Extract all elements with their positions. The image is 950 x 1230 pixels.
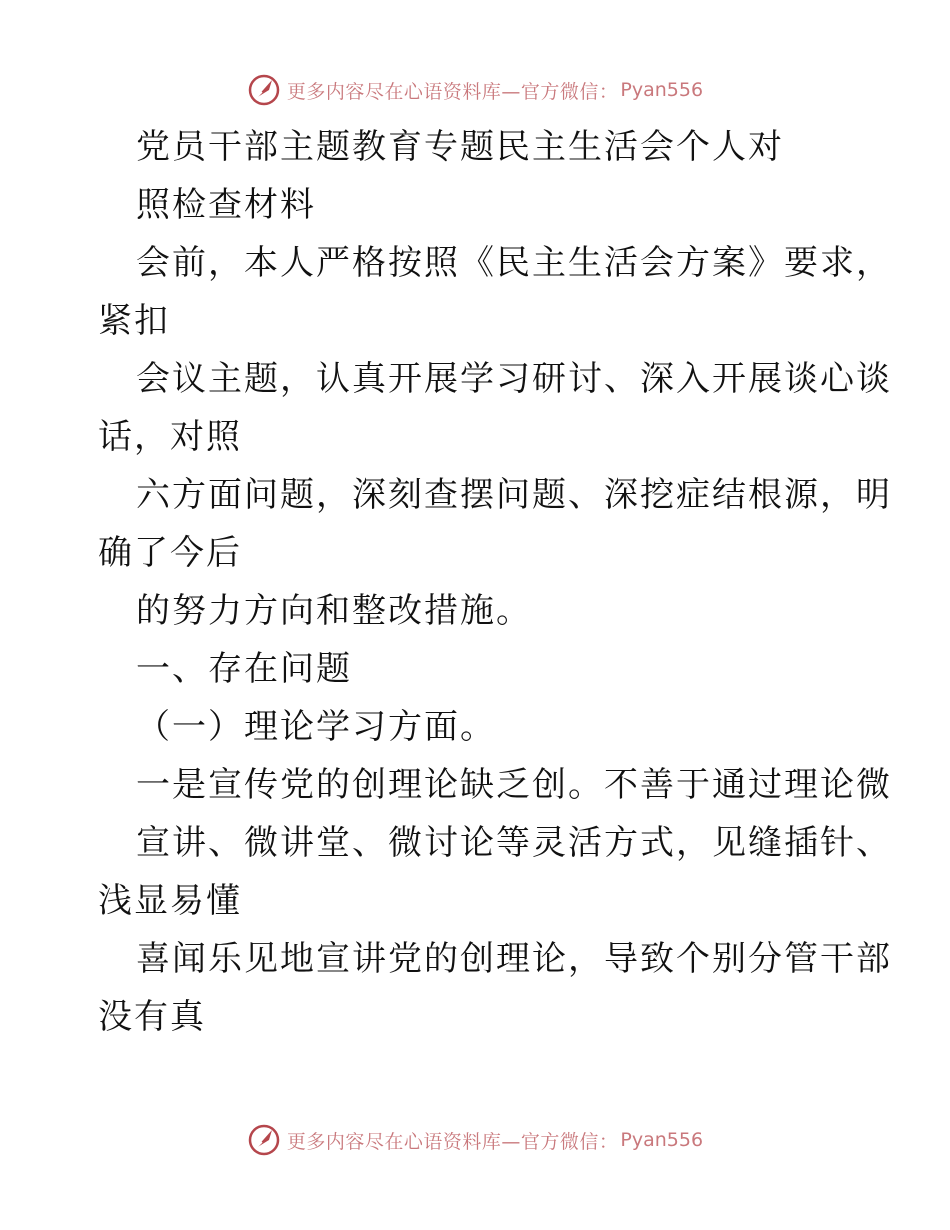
text-line: 浅显易懂 bbox=[98, 881, 242, 921]
text-line: 党员干部主题教育专题民主生活会个人对 bbox=[136, 127, 784, 167]
quill-circle-logo-icon bbox=[247, 73, 281, 107]
text-line: 一是宣传党的创理论缺乏创。不善于通过理论微 bbox=[136, 765, 892, 805]
text-line: 会前，本人严格按照《民主生活会方案》要求， bbox=[136, 243, 892, 283]
watermark-header bbox=[0, 70, 950, 110]
text-line: 紧扣 bbox=[98, 301, 170, 341]
text-line: 没有真 bbox=[98, 997, 206, 1037]
text-line: （一）理论学习方面。 bbox=[136, 707, 496, 747]
text-line: 照检查材料 bbox=[136, 185, 316, 225]
watermark-text: 更多内容尽在心语资料库—官方微信： bbox=[286, 1130, 619, 1153]
watermark-footer bbox=[0, 1120, 950, 1160]
watermark-text: 更多内容尽在心语资料库—官方微信： bbox=[286, 80, 619, 103]
text-line: 宣讲、微讲堂、微讨论等灵活方式，见缝插针、 bbox=[136, 823, 892, 863]
watermark-account: Pyan556 bbox=[620, 1129, 704, 1151]
watermark-account: Pyan556 bbox=[620, 79, 704, 101]
text-line: 的努力方向和整改措施。 bbox=[136, 591, 532, 631]
text-line: 六方面问题，深刻查摆问题、深挖症结根源，明 bbox=[136, 475, 892, 515]
text-line: 一、存在问题 bbox=[136, 649, 352, 689]
text-line: 会议主题，认真开展学习研讨、深入开展谈心谈 bbox=[136, 359, 892, 399]
quill-circle-logo-icon bbox=[247, 1123, 281, 1157]
text-line: 话，对照 bbox=[98, 417, 242, 457]
text-line: 喜闻乐见地宣讲党的创理论，导致个别分管干部 bbox=[136, 939, 892, 979]
document-body bbox=[98, 118, 892, 1046]
text-line: 确了今后 bbox=[98, 533, 242, 573]
